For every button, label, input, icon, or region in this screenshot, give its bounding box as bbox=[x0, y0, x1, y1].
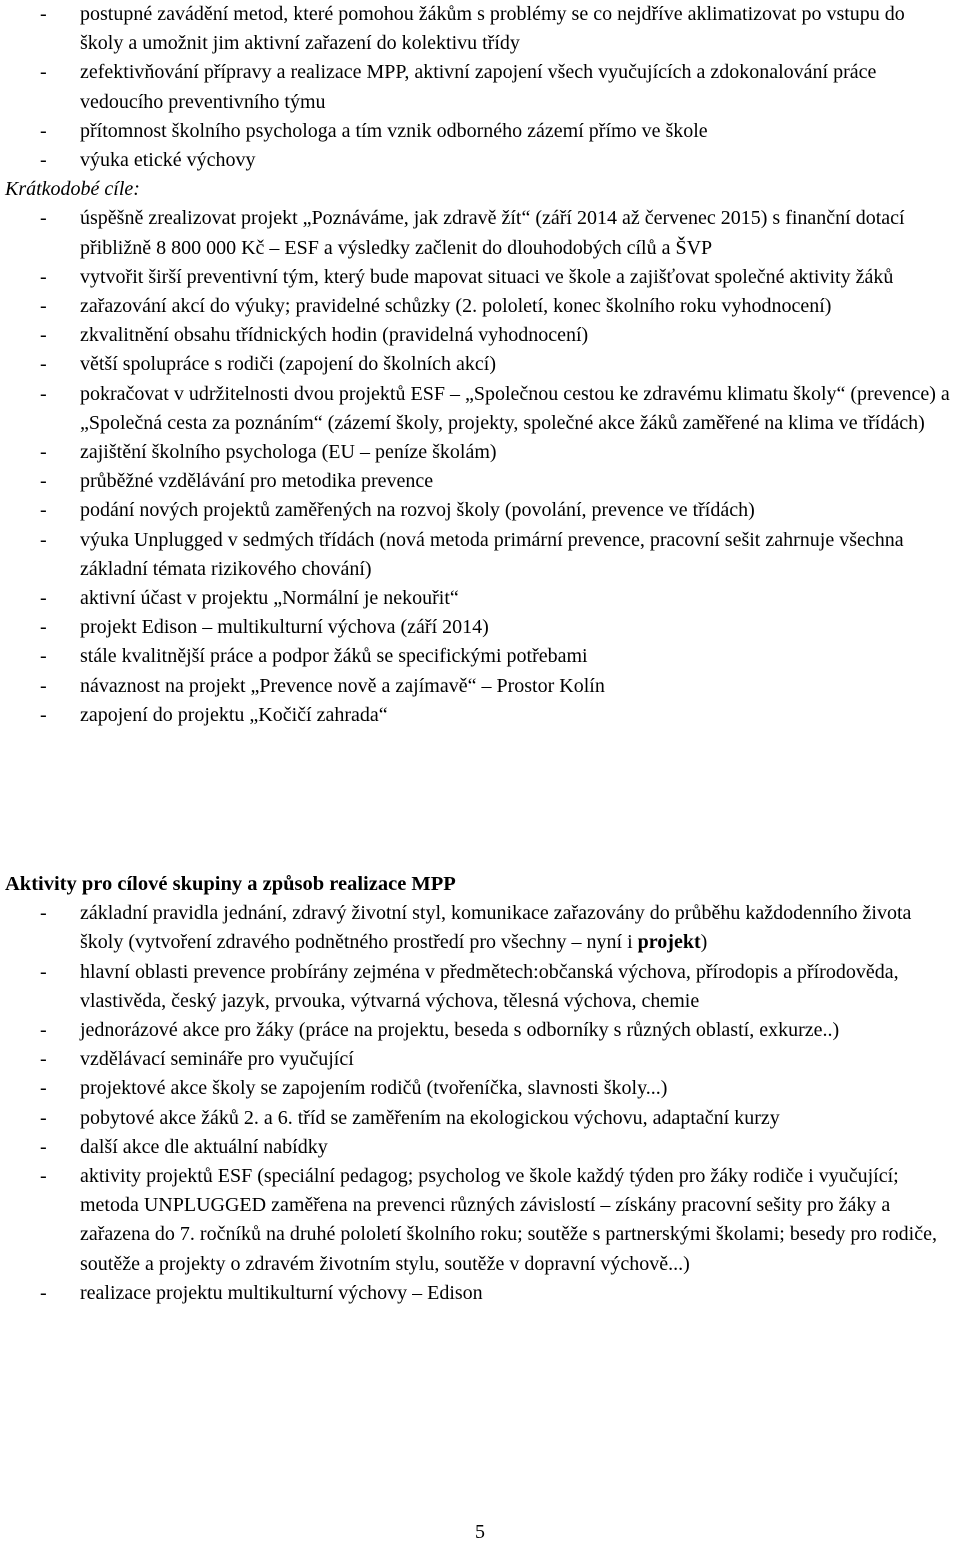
list-item: - zkvalitnění obsahu třídnických hodin (pravidelná vyhodnocení) bbox=[0, 321, 950, 350]
list-item: - zařazování akcí do výuky; pravidelné schůzky (2. pololetí, konec školního roku vyhodnocení) bbox=[0, 292, 950, 321]
list-item: - aktivní účast v projektu „Normální je nekouřit“ bbox=[0, 584, 950, 613]
list-item: - výuka etické výchovy bbox=[0, 146, 950, 175]
emphasis-text: projekt bbox=[637, 931, 701, 954]
section-heading: Aktivity pro cílové skupiny a způsob realizace MPP bbox=[5, 873, 456, 895]
list-item: - zefektivňování přípravy a realizace MPP, aktivní zapojení všech vyučujících a zdokonalování práce vedoucího preventivního týmu bbox=[0, 58, 950, 116]
list-item: - jednorázové akce pro žáky (práce na projektu, beseda s odborníky s různých oblastí, exkurze..) bbox=[0, 1016, 955, 1045]
list-item: - realizace projektu multikulturní výchovy – Edison bbox=[0, 1279, 955, 1308]
list-item: - projektové akce školy se zapojením rodičů (tvořeníčka, slavnosti školy...) bbox=[0, 1074, 955, 1103]
list-item: - úspěšně zrealizovat projekt „Poznáváme, jak zdravě žít“ (září 2014 až červenec 2015) s finanční dotací přibližně 8 800 000 Kč – ESF a výsledky začlenit do dlouhodobých cílů a ŠVP bbox=[0, 204, 950, 262]
list-item: - větší spolupráce s rodiči (zapojení do školních akcí) bbox=[0, 350, 950, 379]
list-item: - zajištění školního psychologa (EU – peníze školám) bbox=[0, 438, 950, 467]
goals-block bbox=[0, 0, 950, 730]
list-item: - přítomnost školního psychologa a tím vznik odborného zázemí přímo ve škole bbox=[0, 117, 950, 146]
activities-block bbox=[0, 870, 955, 1308]
short-term-heading: Krátkodobé cíle: bbox=[5, 178, 140, 201]
activities-list bbox=[0, 899, 955, 1308]
list-item: - vytvořit širší preventivní tým, který bude mapovat situaci ve škole a zajišťovat společné aktivity žáků bbox=[0, 263, 950, 292]
list-item: - aktivity projektů ESF (speciální pedagog; psycholog ve škole každý týden pro žáky rodiče i vyučující; metoda UNPLUGGED zaměřena na prevenci různých závislostí – získány pracovní sešity pro žáky a zařazena do 7. ročníků na druhé pololetí školního roku; soutěže s partnerskými školami; besedy pro rodiče, soutěže a projekty o zdravém životním stylu, soutěže v dopravní výchově...) bbox=[0, 1162, 955, 1279]
list-item: - pokračovat v udržitelnosti dvou projektů ESF – „Společnou cestou ke zdravému klimatu školy“ (prevence) a „Společná cesta za poznáním“ (zázemí školy, projekty, společné akce žáků zaměřené na klima ve třídách) bbox=[0, 380, 950, 438]
list-item: - výuka Unplugged v sedmých třídách (nová metoda primární prevence, pracovní sešit zahrnuje všechna základní témata rizikového chování) bbox=[0, 526, 950, 584]
list-item bbox=[0, 899, 955, 957]
short-term-goals-list bbox=[0, 204, 950, 730]
list-item: - postupné zavádění metod, které pomohou žákům s problémy se co nejdříve aklimatizovat po vstupu do školy a umožnit jim aktivní zařazení do kolektivu třídy bbox=[0, 0, 950, 58]
list-item: - vzdělávací semináře pro vyučující bbox=[0, 1045, 955, 1074]
list-item: - projekt Edison – multikulturní výchova (září 2014) bbox=[0, 613, 950, 642]
list-item: - hlavní oblasti prevence probírány zejména v předmětech:občanská výchova, přírodopis a přírodověda, vlastivěda, český jazyk, prvouka, výtvarná výchova, tělesná výchova, chemie bbox=[0, 958, 955, 1016]
list-item: - zapojení do projektu „Kočičí zahrada“ bbox=[0, 701, 950, 730]
list-item-text: základní pravidla jednání, zdravý životní styl, komunikace zařazovány do průběhu každodenního života školy (vytvoření zdravého podnětného prostředí pro všechny – nyní i bbox=[80, 902, 912, 954]
page-number: 5 bbox=[475, 1521, 485, 1543]
list-item: - podání nových projektů zaměřených na rozvoj školy (povolání, prevence ve třídách) bbox=[0, 496, 950, 525]
list-item: - průběžné vzdělávání pro metodika prevence bbox=[0, 467, 950, 496]
list-item-text-end: ) bbox=[700, 931, 708, 954]
list-item: - pobytové akce žáků 2. a 6. tříd se zaměřením na ekologickou výchovu, adaptační kurzy bbox=[0, 1104, 955, 1133]
list-item: - návaznost na projekt „Prevence nově a zajímavě“ – Prostor Kolín bbox=[0, 672, 950, 701]
list-item: - stále kvalitnější práce a podpor žáků se specifickými potřebami bbox=[0, 642, 950, 671]
list-item: - další akce dle aktuální nabídky bbox=[0, 1133, 955, 1162]
long-term-goals-list bbox=[0, 0, 950, 175]
